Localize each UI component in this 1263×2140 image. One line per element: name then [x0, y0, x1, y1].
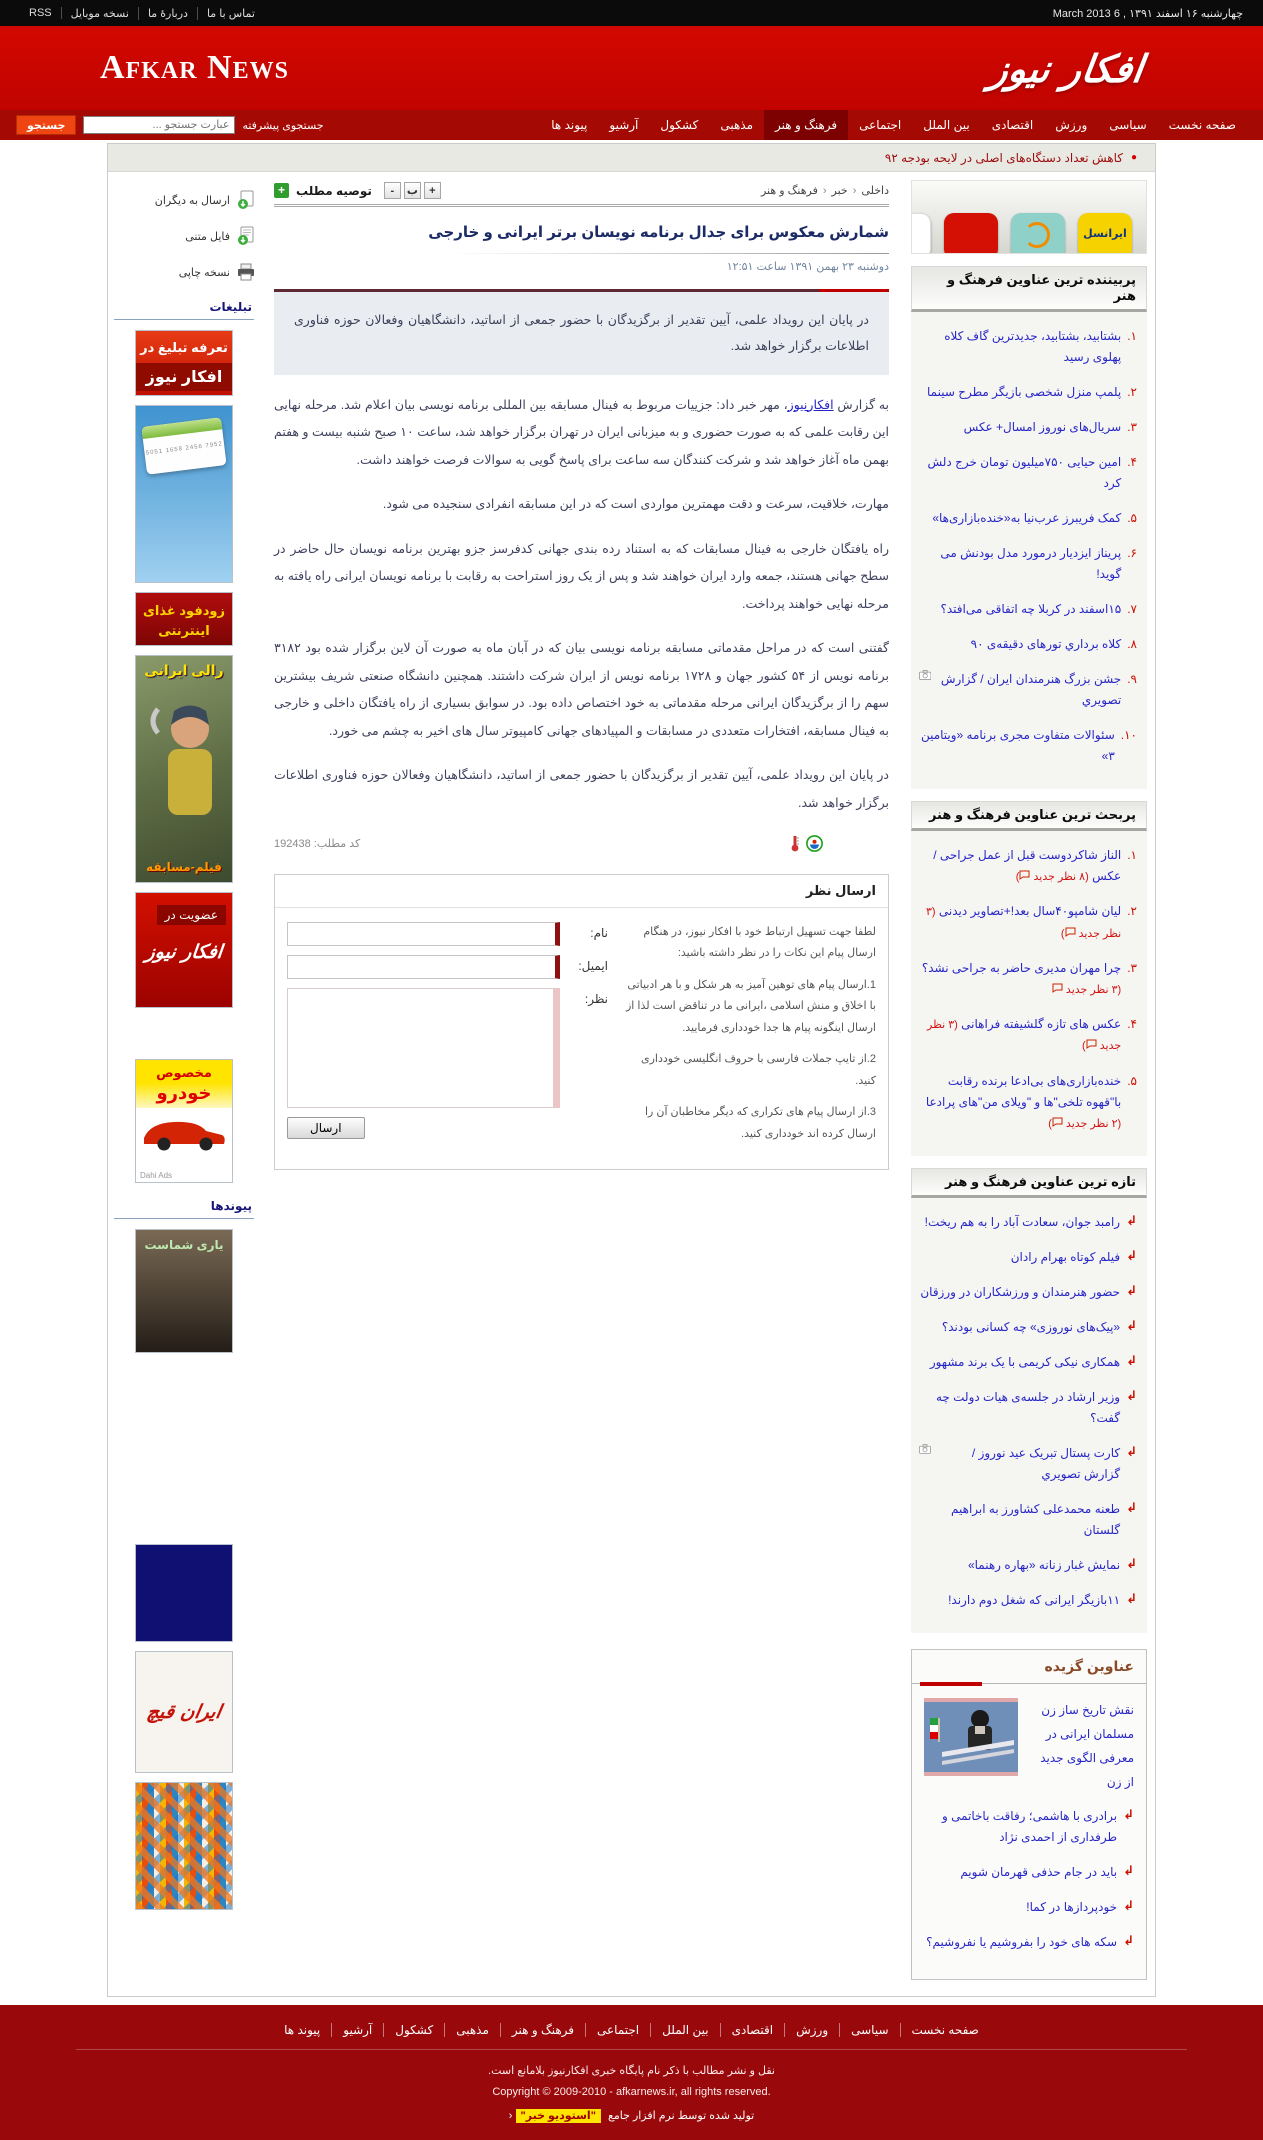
headline-link[interactable]: چرا مهران مدیری حاضر به جراحی نشد؟ [921, 960, 1122, 975]
ad-charity-banner[interactable]: یاری شماست [135, 1229, 233, 1353]
site-header [0, 26, 1263, 110]
camera-icon [919, 669, 931, 681]
headline-link[interactable]: باید در جام حذفی قهرمان شویم [960, 1864, 1118, 1879]
divider [446, 253, 889, 254]
headline-link[interactable]: وزیر ارشاد در جلسه‌ی هیات دولت چه گفت؟ [935, 1389, 1121, 1425]
topbar-link-rss[interactable]: RSS [20, 7, 62, 19]
guideline-rule: 1.ارسال پیام های توهین آمیز به هر شکل و با هر ادبیاتی با اخلاق و منش اسلامی ،ایرانی ما در تناقض است لذا از ارسال اینگونه پیام ها جدا خودداری فرمایید. [626, 978, 876, 1034]
arrow-bullet-icon: ↲ [1126, 1352, 1137, 1368]
teal-app-logo [1011, 213, 1065, 254]
list-item [919, 1247, 1137, 1268]
email-label: ایمیل: [578, 959, 608, 973]
list-item [919, 417, 1137, 438]
ad-membership-banner[interactable]: عضویت در افکار نیوز [135, 892, 233, 1008]
item-number: ۱۰. [1120, 728, 1137, 742]
comment-label: نظر: [584, 992, 608, 1006]
chevron-icon [823, 185, 827, 197]
list-item [919, 1499, 1137, 1541]
latest-title: تازه ترین عناوین فرهنگ و هنر [911, 1168, 1147, 1198]
headline-link[interactable]: فیلم کوتاه بهرام رادان [1010, 1249, 1121, 1264]
item-number: ۹. [1127, 672, 1137, 686]
guideline-rule: 2.از تایپ جملات فارسی با حروف انگلیسی خودداری کنید. [641, 1053, 876, 1087]
comment-form [274, 874, 889, 1170]
list-item [919, 599, 1137, 620]
ads-section-title: تبلیغات [114, 298, 254, 320]
nav-home[interactable]: صفحه نخست [1168, 118, 1236, 132]
article-paragraph: راه یافتگان خارجی به فینال مسابقات که به استناد رده بندی جهانی کدفرسز جزو بهترین برنامه نویسان حال حاضر در سطح جهانی هستند، جمعه وارد ایران خواهند شد و پس از یک روز استراحت به رقابت با برنامه نویسان ایرانی راه یافته به مرحله نهایی خواهند پرداخت. [274, 541, 889, 611]
nav-social[interactable]: اجتماعی [859, 118, 902, 132]
comment-guidelines [624, 922, 876, 1155]
list-item [919, 1590, 1137, 1611]
comment-bubble-icon [1052, 1117, 1063, 1127]
breadcrumb-culture-art[interactable]: فرهنگ و هنر [760, 185, 818, 197]
comment-form-title: ارسال نظر [275, 875, 888, 908]
item-number: ۲. [1127, 904, 1137, 919]
printer-icon [236, 262, 256, 282]
most-viewed-list [911, 312, 1147, 789]
ad-navy-banner[interactable] [135, 1544, 233, 1642]
article-date: دوشنبه ۲۳ بهمن ۱۳۹۱ ساعت ۱۲:۵۱ [726, 261, 889, 273]
comment-bubble-icon [1065, 927, 1076, 937]
list-item [919, 901, 1137, 944]
credit-line: تولید شده توسط نرم افزار جامع "استودیو خبر" ‹ [508, 2109, 755, 2122]
font-increase-button[interactable]: + [424, 182, 441, 199]
topbar-links [20, 7, 264, 20]
name-field[interactable] [287, 922, 560, 946]
plus-icon[interactable]: + [274, 183, 289, 198]
leader-photo-placeholder [924, 1702, 1018, 1772]
article-code-value: 192438 [274, 837, 311, 850]
credit-mark: ‹ [508, 2109, 513, 2122]
links-section-title: پیوندها [114, 1197, 254, 1219]
headline-link[interactable]: پلمپ منزل شخصی بازیگر مطرح سینما [926, 385, 1122, 399]
topbar [0, 0, 1263, 26]
guidelines-intro: لطفا جهت تسهیل ارتباط خود با افکار نیوز، در هنگام ارسال پیام این نکات را در نظر داشته باشید: [643, 926, 876, 960]
text-file-icon [236, 226, 256, 246]
name-label: نام: [590, 926, 608, 940]
font-letter-button[interactable]: ب [404, 182, 421, 199]
list-item [919, 452, 1137, 494]
ad-banner-irancell[interactable] [911, 180, 1147, 254]
arrow-bullet-icon: ↲ [1126, 1247, 1137, 1263]
headline-link[interactable]: همکاری نیکی کریمی با یک برند مشهور [929, 1354, 1121, 1369]
date-display: چهارشنبه ۱۶ اسفند ۱۳۹۱ , 6 March 2013 [1052, 7, 1243, 20]
list-item [919, 1212, 1137, 1233]
selected-list [912, 1800, 1146, 1979]
list-item [920, 1897, 1134, 1918]
list-item [919, 1352, 1137, 1373]
headline-link[interactable]: پریناز ایزدیار درمورد مدل بودنش می گوید! [940, 546, 1122, 581]
ad-iranian-rally-banner[interactable]: رالی ایرانی فیلم-مسابقه [135, 655, 233, 883]
item-number: ۵. [1127, 511, 1137, 525]
headline-link[interactable]: خودپردازها در کما! [1026, 1899, 1118, 1914]
camera-icon [919, 1443, 931, 1455]
studio-khabar-link[interactable]: "استودیو خبر" [516, 2109, 601, 2123]
list-item [919, 1555, 1137, 1576]
headline-link[interactable]: کارت پستال تبریک عید نوروز / گزارش تصویري [971, 1445, 1121, 1481]
arrow-bullet-icon: ↲ [1123, 1932, 1134, 1948]
footer-nav-politics[interactable]: سیاسی [839, 2023, 899, 2037]
headline-link[interactable]: نمایش غبار زنانه «بهاره رهنما» [967, 1557, 1121, 1572]
nav-politics[interactable]: سیاسی [1109, 118, 1147, 132]
headline-link[interactable]: ۱۵اسفند در کربلا چه اتفاقی می‌افتد؟ [940, 602, 1122, 616]
headline-link[interactable]: رامبد جوان، سعادت آباد را به هم ریخت! [924, 1214, 1121, 1229]
comment-bubble-icon [1052, 983, 1063, 993]
headline-link[interactable]: برادری با هاشمی؛ رفاقت باخاتمی و طرفداری از احمدی نژاد [941, 1808, 1118, 1844]
featured-thumbnail[interactable] [924, 1698, 1018, 1776]
headline-link[interactable]: سکه های خود را بفروشیم یا نفروشیم؟ [926, 1934, 1118, 1949]
new-comments-badge: (۲ نظر جدید ) [1048, 1117, 1122, 1130]
content-wrapper [107, 143, 1156, 1997]
article-paragraph: گفتنی است که در مراحل مقدماتی مسابقه برنامه نویسی بیان که در آبان ماه به صورت آن لاین برگزار شده بود ۳۱۸۲ برنامه نویس از ۵۴ کشور جهان و ۱۷۲۸ برنامه نویس از ایران شرکت داشتند. همچنین دانشگاه صنعتی شریف بیشترین سهم را از برگزیدگان ایرانی مرحله مقدماتی به خود اختصاص داده بود. در سوابق بسیاری از راه یافتگان داخلی و خارجی به فینال مسابقه، افتخارات متعددی در مسابقات و المپیادهای جهانی کامپیوتر سال های اخیر به چشم می خورد. [274, 641, 889, 738]
headline-link[interactable]: سئوالات متفاوت مجری برنامه «ویتامین ۳» [920, 728, 1115, 763]
item-number: ۸. [1127, 637, 1137, 651]
item-number: ۴. [1127, 1017, 1137, 1031]
article-tools [274, 182, 441, 199]
breadcrumb-news[interactable]: خبر [831, 185, 848, 197]
most-viewed-title: پربیننده ترین عناوین فرهنگ و هنر [911, 266, 1147, 312]
main-nav [0, 110, 1263, 140]
headline-link[interactable]: کمک فریبرز عرب‌نیا به«خنده‌بازاری‌ها» [932, 511, 1122, 525]
nav-religious[interactable]: مذهبی [720, 118, 754, 132]
list-item [919, 543, 1137, 585]
list-item [919, 725, 1137, 767]
list-item [920, 1862, 1134, 1883]
share-icons [789, 834, 823, 852]
item-number: ۳. [1127, 960, 1137, 975]
ad-mosaic-banner[interactable] [135, 1782, 233, 1910]
footer-nav [76, 2017, 1187, 2050]
new-comments-badge: (۸ نظر جدید ) [1015, 871, 1089, 883]
list-item [919, 1443, 1137, 1485]
list-item [919, 1071, 1137, 1134]
item-number: ۴. [1127, 455, 1137, 469]
ads-column [112, 330, 256, 1183]
headline-link[interactable]: کلاه برداري تورهای دقیقه‌ی ۹۰ [970, 637, 1122, 651]
red-car-graphic [136, 1108, 232, 1152]
most-discussed-title: پربحث ترین عناوین فرهنگ و هنر [911, 801, 1147, 831]
topbar-link-mobile[interactable]: نسخه موبایل [62, 7, 139, 20]
red-app-logo [944, 213, 998, 254]
nav-links[interactable]: پیوند ها [551, 118, 588, 132]
item-number: ۷. [1127, 602, 1137, 616]
text-file-button[interactable] [112, 226, 256, 246]
headline-link[interactable]: خنده‌بازاری‌های بی‌ادعا برنده رقابت با"قهوه تلخی"ها و "ویلای من"های پرادعا [925, 1073, 1122, 1109]
print-version-button[interactable] [112, 262, 256, 282]
list-item [919, 958, 1137, 1000]
comment-bubble-icon [1019, 870, 1030, 880]
featured-item [912, 1684, 1146, 1800]
search-button[interactable]: جستجو [16, 115, 76, 135]
breadcrumb-toolbar-row [274, 182, 889, 207]
arrow-bullet-icon: ↲ [1126, 1282, 1137, 1298]
breadcrumb-internal[interactable]: داخلی [861, 185, 889, 197]
search-area [16, 110, 324, 140]
article-column [260, 172, 903, 1194]
bank-card-graphic: 5051 1658 2456 7952 [141, 417, 226, 474]
copyright-notice-en: Copyright © 2009-2010 - afkarnews.ir, all rights reserved. [492, 2085, 771, 2098]
email-field[interactable] [287, 955, 560, 979]
ad-car-banner[interactable]: مخصوص خودرو Dahi Ads [135, 1059, 233, 1183]
list-item [919, 1282, 1137, 1303]
arrow-bullet-icon: ↲ [1126, 1443, 1137, 1459]
list-item [920, 1932, 1134, 1953]
footer-nav-religious[interactable]: مذهبی [444, 2023, 500, 2037]
most-discussed-list [911, 831, 1147, 1156]
item-number: ۳. [1127, 420, 1137, 434]
footer-nav-economy[interactable]: اقتصادی [720, 2023, 785, 2037]
comment-bubble-icon [1086, 1039, 1097, 1049]
arrow-bullet-icon: ↲ [1123, 1897, 1134, 1913]
tool-label: فایل متنی [185, 230, 230, 243]
footer-nav-links[interactable]: پیوند ها [284, 2022, 321, 2037]
article-paragraph: در پایان این رویداد علمی، آیین تقدیر از برگزیدگان با حضور جمعی از اساتید، دانشگاهیان وفعالان حوزه فناوری اطلاعات برگزار خواهد شد. [274, 768, 889, 810]
footer-nav-culture-art[interactable]: فرهنگ و هنر [500, 2023, 585, 2037]
footer-nav-social[interactable]: اجتماعی [585, 2023, 650, 2037]
selected-headlines-title: عناوین گزیده [912, 1650, 1146, 1684]
footer-nav-international[interactable]: بین الملل [650, 2023, 719, 2037]
headline-link[interactable]: لیان شامپو۴۰سال بعد!+تصاویر دیدنی [938, 904, 1122, 919]
item-number: ۱. [1127, 848, 1137, 862]
right-sidebar [903, 172, 1155, 1996]
white-app-logo [911, 213, 931, 254]
headline-link[interactable]: حضور هنرمندان و ورزشکاران در ورزقان [920, 1284, 1121, 1299]
topbar-link-about[interactable]: دربارهٔ ما [139, 7, 198, 20]
balatarin-icon[interactable] [806, 835, 823, 852]
new-comments-badge: (۳ نظر جدید ) [925, 906, 1122, 940]
advanced-search-link[interactable]: جستجوی پیشرفته [242, 119, 324, 132]
footer-nav-kashkool[interactable]: کشکول [383, 2023, 444, 2037]
tool-label: نسخه چاپی [178, 266, 230, 279]
headline-link[interactable]: طعنه محمدعلی کشاورز به ابراهیم گلستان [951, 1501, 1121, 1537]
selected-headlines-box [911, 1649, 1147, 1980]
ad-tariff-banner[interactable]: تعرفه تبلیغ در افکار نیوز [135, 330, 233, 396]
afkarnews-link[interactable]: افکارنیوز [787, 397, 834, 412]
font-decrease-button[interactable]: - [384, 182, 401, 199]
site-logo-persian[interactable]: افکار نیوز [986, 45, 1147, 91]
copyright-notice-fa: نقل و نشر مطالب با ذکر نام پایگاه خبری افکارنیوز بلامانع است. [488, 2064, 775, 2077]
ticker-headline[interactable]: کاهش تعداد دستگاه‌های اصلی در لایحه بودجه ۹۲ [884, 150, 1123, 165]
links-ads-column [112, 1229, 256, 1910]
article-meta-row [274, 834, 889, 852]
arrow-bullet-icon: ↲ [1126, 1590, 1137, 1606]
nav-sports[interactable]: ورزش [1055, 118, 1088, 132]
arrow-bullet-icon: ↲ [1123, 1862, 1134, 1878]
search-input[interactable] [83, 116, 235, 134]
list-item [920, 1806, 1134, 1848]
nav-international[interactable]: بین الملل [923, 118, 970, 132]
footer-nav-sports[interactable]: ورزش [784, 2023, 839, 2037]
left-sidebar [108, 172, 260, 1926]
list-item [919, 634, 1137, 655]
article-code: کد مطلب: 192438 [274, 837, 361, 850]
news-ticker [108, 144, 1155, 172]
headline-link[interactable]: سریال‌های نوروز امسال+ عکس [963, 420, 1122, 434]
nav-archive[interactable]: آرشیو [609, 118, 639, 132]
headline-link[interactable]: جشن بزرگ هنرمندان ایران / گزارش تصویري [940, 672, 1122, 707]
send-to-others-button[interactable] [112, 190, 256, 210]
nav-culture-art-active[interactable]: فرهنگ و هنر [764, 110, 848, 140]
item-number: ۲. [1127, 385, 1137, 399]
headline-link[interactable]: «پیک‌های نوروزی» چه کسانی بودند؟ [941, 1319, 1121, 1334]
footer [0, 2005, 1263, 2140]
headline-link[interactable]: امین حیایی ۷۵۰میلیون تومان خرج دلش کرد [927, 455, 1122, 490]
tool-label: ارسال به دیگران [154, 194, 230, 207]
list-item [919, 669, 1137, 711]
topbar-link-contact[interactable]: تماس با ما [206, 7, 255, 20]
arrow-bullet-icon: ↲ [1126, 1212, 1137, 1228]
footer-nav-archive[interactable]: آرشیو [331, 2023, 383, 2037]
chevron-icon [853, 185, 857, 197]
new-comments-badge: (۳ نظر جدید [1052, 984, 1121, 996]
arrow-bullet-icon: ↲ [1126, 1499, 1137, 1515]
ad-iranghich-banner[interactable]: ایران قیچ [135, 1651, 233, 1773]
arrow-bullet-icon: ↲ [1126, 1387, 1137, 1403]
list-item [919, 382, 1137, 403]
list-item [919, 1317, 1137, 1338]
new-comments-badge: (۳ نظر جدید ) [927, 1019, 1122, 1053]
article-paragraph: مهارت، خلاقیت، سرعت و دقت مهمترین مواردی است که در این مسابقه انفرادی سنجیده می شود. [382, 497, 889, 511]
item-number: ۵. [1127, 1073, 1137, 1088]
article-paragraph: به گزارش افکارنیوز، مهر خبر داد: جزییات مربوط به فینال مسابقه بین المللی برنامه نویسی بیان اعلام شد. مرحله نهایی این رقابت علمی که به صورت حضوری و به میزبانی ایران در تهران برگزار خواهد شد، ساعت ۱۰ صبح شنبه بیست و هفتم بهمن ماه آغاز خواهد شد و شرکت کنندگان سه ساعت برای پاسخ گویی به سوالات فرصت خواهند داشت. [274, 397, 889, 467]
list-item [919, 845, 1137, 887]
arrow-bullet-icon: ↲ [1123, 1806, 1134, 1822]
breadcrumb [761, 184, 889, 197]
comment-fields [287, 922, 608, 1155]
list-item [919, 1387, 1137, 1429]
submit-comment-button[interactable]: ارسال [287, 1117, 365, 1139]
article-lead: در پایان این رویداد علمی، آیین تقدیر از برگزیدگان با حضور جمعی از اساتید، دانشگاهیان وفعالان حوزه فناوری اطلاعات برگزار خواهد شد. [274, 289, 889, 375]
arrow-bullet-icon: ↲ [1126, 1555, 1137, 1571]
nav-kashkool[interactable]: کشکول [660, 118, 699, 132]
comment-field[interactable] [287, 988, 560, 1108]
list-item [919, 508, 1137, 529]
thermometer-icon[interactable] [789, 834, 801, 852]
ad-zoodfood-banner[interactable]: زودفود غذای اینترنتی [135, 592, 233, 646]
send-icon [236, 190, 256, 210]
ad-bank-card-banner[interactable] [135, 405, 233, 583]
headline-link[interactable]: عکس های تازه گلشیفته فراهانی [961, 1017, 1122, 1031]
recommend-link[interactable]: توصیه مطلب [296, 183, 372, 198]
guideline-rule: 3.از ارسال پیام های تکراری که دیگر مخاطبان آن را ارسال کرده اند خودداری کنید. [644, 1106, 876, 1140]
headline-link[interactable]: ۱۱بازیگر ایرانی که شغل دوم دارند! [948, 1592, 1121, 1607]
headline-link[interactable]: الناز شاکردوست قبل از عمل جراحی / عکس [933, 848, 1122, 883]
item-number: ۱. [1127, 329, 1137, 343]
headline-link[interactable]: بشتابید، بشتابید، جدیدترین گاف کلاه پهلوی رسید [944, 329, 1122, 364]
article-title: شمارش معکوس برای جدال برنامه نویسان برتر ایرانی و خارجی [428, 224, 889, 241]
rally-person-graphic [144, 683, 224, 833]
latest-list [911, 1198, 1147, 1633]
item-number: ۶. [1127, 546, 1137, 560]
irancell-logo: ایرانسل [1078, 213, 1132, 254]
nav-economy[interactable]: اقتصادی [991, 118, 1034, 132]
arrow-bullet-icon: ↲ [1126, 1317, 1137, 1333]
featured-headline-link[interactable]: نقش تاریخ ساز زن مسلمان ایرانی در معرفی الگوی جدید از زن [1040, 1702, 1134, 1789]
list-item [919, 326, 1137, 368]
list-item [919, 1014, 1137, 1057]
bullet-icon: ● [1130, 152, 1137, 163]
site-logo-english[interactable]: Afkar News [100, 49, 289, 86]
footer-nav-home[interactable]: صفحه نخست [900, 2023, 990, 2037]
